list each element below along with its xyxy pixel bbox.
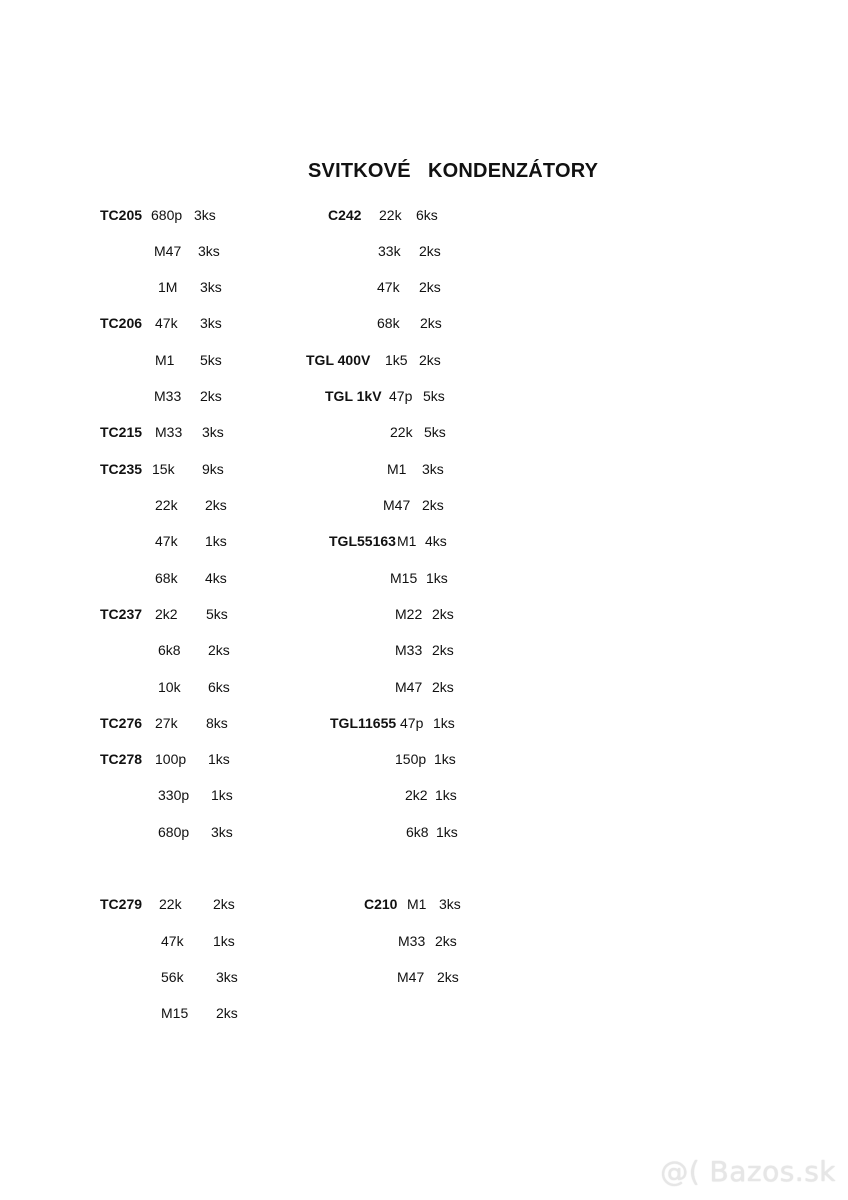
capacitance-value: M47 [383, 497, 411, 513]
part-label-c210: C210 [364, 896, 398, 912]
part-label-tc279: TC279 [100, 896, 143, 912]
quantity-value: 2ks [200, 388, 222, 404]
capacitance-value: 47k [161, 933, 184, 949]
quantity-value: 2ks [419, 243, 441, 259]
quantity-value: 9ks [202, 461, 224, 477]
quantity-value: 5ks [424, 424, 446, 440]
capacitance-value: 22k [155, 497, 178, 513]
capacitance-value: 22k [159, 896, 182, 912]
capacitance-value: M22 [395, 606, 423, 622]
part-label-tgl55163: TGL55163 [329, 533, 396, 549]
quantity-value: 2ks [213, 896, 235, 912]
quantity-value: 3ks [422, 461, 444, 477]
quantity-value: 2ks [435, 933, 457, 949]
quantity-value: 3ks [202, 424, 224, 440]
page-title: SVITKOVÉ KONDENZÁTORY [308, 160, 599, 182]
part-label-tc235: TC235 [100, 461, 143, 477]
capacitance-value: 47k [155, 533, 178, 549]
watermark: @( Bazos.sk [660, 1155, 836, 1188]
capacitance-value: 68k [377, 315, 400, 331]
quantity-value: 1ks [205, 533, 227, 549]
quantity-value: 3ks [194, 207, 216, 223]
quantity-value: 2ks [432, 606, 454, 622]
capacitance-value: M33 [154, 388, 182, 404]
part-label-c242: C242 [328, 207, 362, 223]
capacitance-value: M47 [154, 243, 182, 259]
quantity-value: 4ks [205, 570, 227, 586]
capacitance-value: M33 [155, 424, 183, 440]
part-label-tgl-1kv: TGL 1kV [325, 388, 382, 404]
quantity-value: 1ks [426, 570, 448, 586]
capacitance-value: M33 [395, 642, 423, 658]
capacitance-value: M1 [387, 461, 407, 477]
capacitance-value: M1 [155, 352, 175, 368]
quantity-value: 3ks [200, 279, 222, 295]
part-label-tc215: TC215 [100, 424, 143, 440]
capacitance-value: 6k8 [406, 824, 429, 840]
part-label-tc206: TC206 [100, 315, 143, 331]
quantity-value: 5ks [206, 606, 228, 622]
quantity-value: 3ks [439, 896, 461, 912]
quantity-value: 3ks [216, 969, 238, 985]
capacitance-value: 2k2 [155, 606, 178, 622]
capacitance-value: M1 [397, 533, 417, 549]
capacitance-value: 56k [161, 969, 184, 985]
capacitance-value: M15 [390, 570, 418, 586]
capacitance-value: M33 [398, 933, 426, 949]
quantity-value: 1ks [433, 715, 455, 731]
capacitance-value: 10k [158, 679, 181, 695]
quantity-value: 4ks [425, 533, 447, 549]
quantity-value: 5ks [200, 352, 222, 368]
capacitance-value: M47 [397, 969, 425, 985]
capacitance-value: 330p [158, 787, 190, 803]
quantity-value: 3ks [211, 824, 233, 840]
capacitance-value: 6k8 [158, 642, 181, 658]
part-label-tc276: TC276 [100, 715, 143, 731]
part-label-tgl-400v: TGL 400V [306, 352, 371, 368]
capacitance-value: 680p [151, 207, 183, 223]
capacitance-value: 47k [155, 315, 178, 331]
part-label-tc278: TC278 [100, 751, 143, 767]
quantity-value: 2ks [205, 497, 227, 513]
quantity-value: 1ks [434, 751, 456, 767]
quantity-value: 2ks [422, 497, 444, 513]
capacitance-value: M47 [395, 679, 423, 695]
quantity-value: 5ks [423, 388, 445, 404]
capacitance-value: 33k [378, 243, 401, 259]
capacitance-value: 15k [152, 461, 175, 477]
quantity-value: 1ks [435, 787, 457, 803]
capacitance-value: M1 [407, 896, 427, 912]
capacitance-value: 27k [155, 715, 178, 731]
quantity-value: 2ks [420, 315, 442, 331]
part-label-tc205: TC205 [100, 207, 143, 223]
quantity-value: 1ks [436, 824, 458, 840]
quantity-value: 8ks [206, 715, 228, 731]
quantity-value: 3ks [200, 315, 222, 331]
quantity-value: 2ks [216, 1005, 238, 1021]
capacitance-value: 22k [390, 424, 413, 440]
capacitance-value: 1M [158, 279, 178, 295]
quantity-value: 6ks [208, 679, 230, 695]
part-label-tc237: TC237 [100, 606, 143, 622]
quantity-value: 2ks [419, 279, 441, 295]
quantity-value: 6ks [416, 207, 438, 223]
part-label-tgl11655: TGL11655 [330, 715, 397, 731]
quantity-value: 1ks [208, 751, 230, 767]
quantity-value: 2ks [432, 642, 454, 658]
capacitance-value: 47p [400, 715, 424, 731]
capacitance-value: 1k5 [385, 352, 408, 368]
capacitance-value: M15 [161, 1005, 189, 1021]
capacitance-value: 68k [155, 570, 178, 586]
quantity-value: 2ks [432, 679, 454, 695]
capacitance-value: 100p [155, 751, 187, 767]
capacitance-value: 150p [395, 751, 427, 767]
capacitance-value: 47p [389, 388, 413, 404]
quantity-value: 1ks [213, 933, 235, 949]
capacitance-value: 47k [377, 279, 400, 295]
quantity-value: 1ks [211, 787, 233, 803]
capacitance-value: 22k [379, 207, 402, 223]
quantity-value: 2ks [419, 352, 441, 368]
capacitance-value: 2k2 [405, 787, 428, 803]
quantity-value: 2ks [437, 969, 459, 985]
quantity-value: 3ks [198, 243, 220, 259]
quantity-value: 2ks [208, 642, 230, 658]
capacitance-value: 680p [158, 824, 190, 840]
